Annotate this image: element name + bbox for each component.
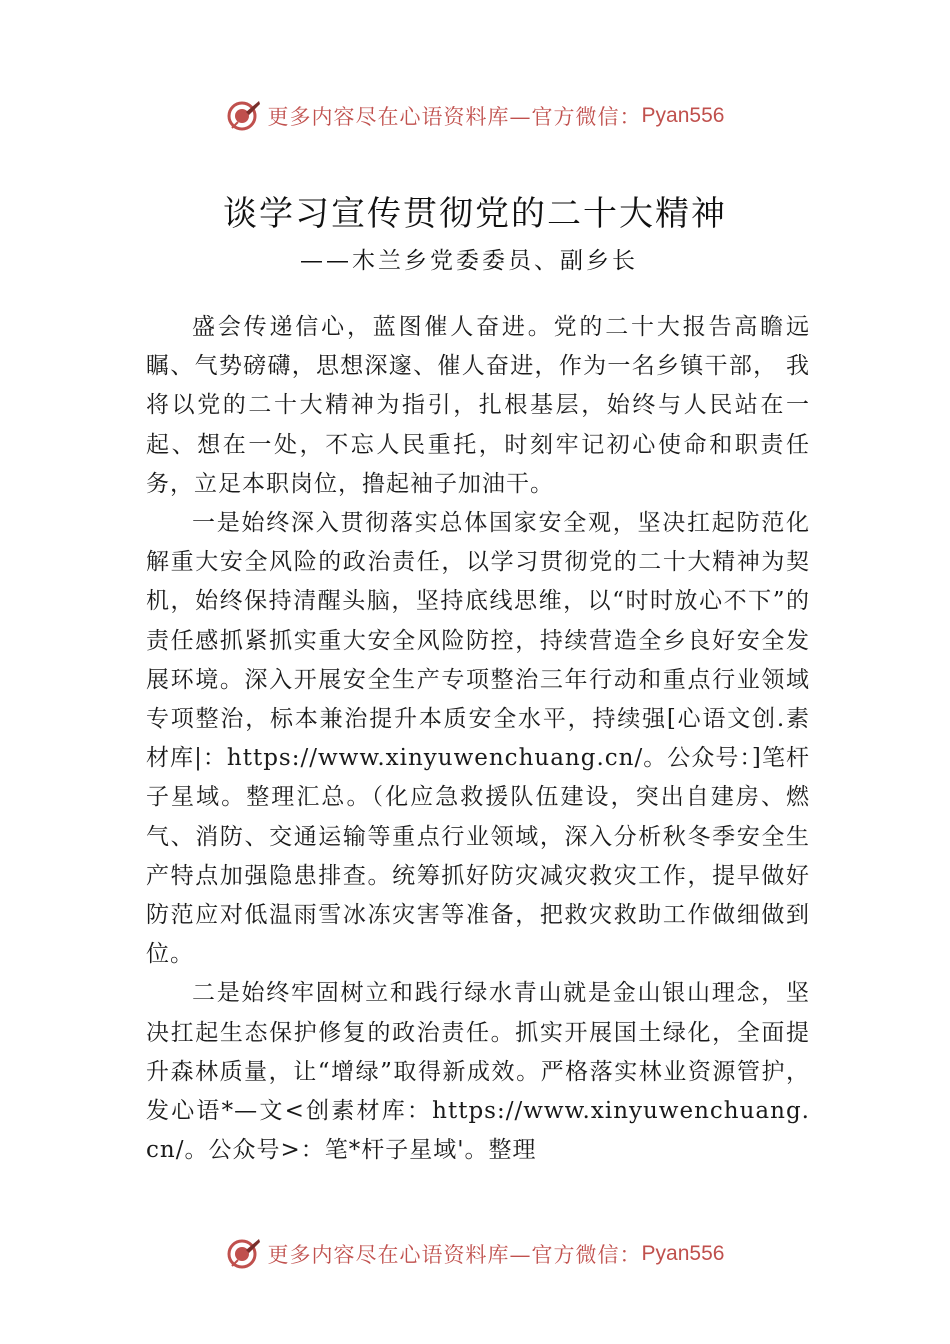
banner-text: 更多内容尽在心语资料库—官方微信：	[267, 105, 642, 129]
document-body	[146, 308, 810, 1170]
banner-wechat-id: Pyan556	[641, 104, 725, 127]
document-subtitle: ——木兰乡党委委员、副乡长	[300, 248, 638, 274]
banner-wechat-id: Pyan556	[641, 1242, 725, 1265]
paragraph-ecology: 二是始终牢固树立和践行绿水青山就是金山银山理念，坚决扛起生态保护修复的政治责任。抓实开展国土绿化，全面提升森林质量，让“增绿”取得新成效。严格落实林业资源管护，发心语*—文<创素材库：https://www.xinyuwenchuang.cn/。公众号>：笔*杆子星域'。整理	[146, 980, 810, 1164]
pen-logo-icon	[226, 1236, 262, 1272]
paragraph-intro: 盛会传递信心，蓝图催人奋进。党的二十大报告高瞻远瞩、气势磅礴，思想深邃、催人奋进，作为一名乡镇干部， 我将以党的二十大精神为指引，扎根基层，始终与人民站在一起、想在一处，不忘人民重托，时刻牢记初心使命和职责任务，立足本职岗位，撸起袖子加油干。	[146, 314, 810, 497]
document-title: 谈学习宣传贯彻党的二十大精神	[223, 194, 727, 234]
pen-logo-icon	[226, 98, 262, 134]
header-banner	[0, 94, 950, 138]
banner-text: 更多内容尽在心语资料库—官方微信：	[267, 1243, 642, 1267]
paragraph-security: 一是始终深入贯彻落实总体国家安全观，坚决扛起防范化解重大安全风险的政治责任，以学习贯彻党的二十大精神为契机，始终保持清醒头脑，坚持底线思维，以“时时放心不下”的责任感抓紧抓实重大安全风险防控，持续营造全乡良好安全发展环境。深入开展安全生产专项整治三年行动和重点行业领域专项整治，标本兼治提升本质安全水平，持续强[心语文创.素材库|：https://www.xinyuwenchuang.cn/。公众号：]笔杆子星域。整理汇总。（化应急救援队伍建设，突出自建房、燃气、消防、交通运输等重点行业领域，深入分析秋冬季安全生产特点加强隐患排查。统筹抓好防灾减灾救灾工作，提早做好防范应对低温雨雪冰冻灾害等准备，把救灾救助工作做细做到位。	[146, 510, 810, 968]
footer-banner	[0, 1232, 950, 1276]
